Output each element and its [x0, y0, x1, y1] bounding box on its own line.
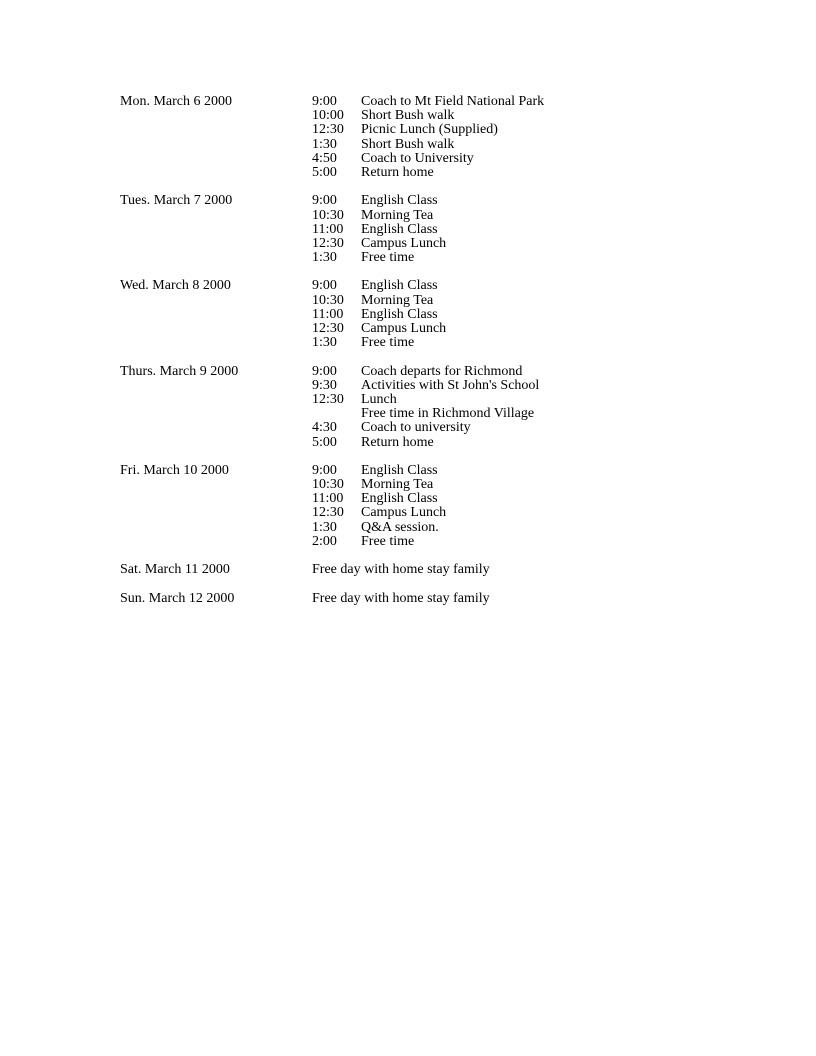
day-note: Free day with home stay family — [312, 590, 490, 606]
day-label: Tues. March 7 2000 — [120, 193, 233, 209]
event-row — [312, 223, 740, 237]
event-time: 4:50 — [312, 150, 337, 166]
event-time: 4:30 — [312, 420, 337, 436]
event-row — [312, 279, 740, 293]
event-time: 5:00 — [312, 434, 337, 450]
event-description: Return home — [361, 164, 434, 180]
event-description: Free time in Richmond Village — [361, 406, 535, 422]
event-description: Free time — [361, 533, 415, 549]
event-description: English Class — [361, 462, 438, 478]
event-row — [312, 95, 740, 109]
event-list — [312, 194, 740, 265]
event-time: 1:30 — [312, 335, 337, 351]
event-description: Morning Tea — [361, 477, 434, 493]
day-label: Sat. March 11 2000 — [120, 562, 230, 578]
day-label: Sun. March 12 2000 — [120, 590, 235, 606]
event-time: 12:30 — [312, 122, 344, 138]
event-description: Coach departs for Richmond — [361, 363, 523, 379]
event-time: 11:00 — [312, 221, 344, 237]
event-time: 9:00 — [312, 462, 337, 478]
event-description: Free time — [361, 335, 415, 351]
day-block — [120, 592, 740, 606]
event-row — [312, 251, 740, 265]
event-time: 10:30 — [312, 292, 344, 308]
event-description: Short Bush walk — [361, 136, 455, 152]
event-description: Coach to University — [361, 150, 474, 166]
event-description: Picnic Lunch (Supplied) — [361, 122, 498, 138]
day-block — [120, 365, 740, 450]
event-description: English Class — [361, 491, 438, 507]
event-description: Campus Lunch — [361, 321, 447, 336]
event-description: Lunch — [361, 391, 397, 407]
day-block — [120, 563, 740, 577]
event-time: 5:00 — [312, 164, 337, 180]
day-note: Free day with home stay family — [312, 562, 490, 578]
event-row — [312, 521, 740, 535]
event-list — [312, 563, 740, 577]
event-row — [312, 365, 740, 379]
event-time: 9:00 — [312, 363, 337, 379]
event-row — [312, 138, 740, 152]
event-row — [312, 436, 740, 450]
event-time: 9:30 — [312, 377, 337, 393]
event-time: 11:00 — [312, 491, 344, 507]
day-label: Fri. March 10 2000 — [120, 462, 229, 478]
event-row — [312, 535, 740, 549]
event-row — [312, 194, 740, 208]
event-row — [312, 379, 740, 393]
event-row — [312, 464, 740, 478]
event-time: 2:00 — [312, 533, 337, 549]
event-description: English Class — [361, 306, 438, 322]
event-list — [312, 592, 740, 606]
event-time: 10:30 — [312, 477, 344, 493]
event-time: 12:30 — [312, 505, 344, 521]
event-list — [312, 365, 740, 450]
event-time: 11:00 — [312, 306, 344, 322]
event-time: 1:30 — [312, 136, 337, 152]
event-row — [312, 109, 740, 123]
event-row — [312, 209, 740, 223]
day-block — [120, 279, 740, 350]
event-row — [312, 336, 740, 350]
event-row — [312, 237, 740, 251]
event-time: 12:30 — [312, 235, 344, 251]
event-time: 9:00 — [312, 278, 337, 294]
event-row — [312, 393, 740, 407]
event-description: Campus Lunch — [361, 505, 447, 521]
event-time: 12:30 — [312, 391, 344, 407]
event-time: 1:30 — [312, 250, 337, 266]
event-description: Free time — [361, 250, 415, 266]
event-row — [312, 294, 740, 308]
day-block — [120, 95, 740, 180]
event-time: 10:30 — [312, 207, 344, 223]
event-row — [312, 123, 740, 137]
event-row — [312, 152, 740, 166]
event-description: Campus Lunch — [361, 235, 447, 251]
event-row — [312, 492, 740, 506]
event-row — [312, 322, 740, 336]
event-time: 1:30 — [312, 519, 337, 535]
event-list — [312, 95, 740, 180]
event-list — [312, 279, 740, 350]
day-block — [120, 464, 740, 549]
event-time: 9:00 — [312, 193, 337, 209]
event-description: English Class — [361, 278, 438, 294]
event-row — [312, 166, 740, 180]
event-row — [312, 478, 740, 492]
schedule — [120, 95, 740, 620]
event-row — [312, 506, 740, 520]
day-label: Mon. March 6 2000 — [120, 94, 232, 109]
event-description: Q&A session. — [361, 519, 439, 535]
event-description: Short Bush walk — [361, 108, 455, 124]
event-row — [312, 407, 740, 421]
event-list — [312, 464, 740, 549]
event-time: 12:30 — [312, 321, 344, 336]
event-row — [312, 308, 740, 322]
event-time: 10:00 — [312, 108, 344, 124]
event-description: Coach to university — [361, 420, 471, 436]
event-row — [312, 421, 740, 435]
event-description: English Class — [361, 193, 438, 209]
event-description: Morning Tea — [361, 292, 434, 308]
event-description: English Class — [361, 221, 438, 237]
event-time — [312, 407, 361, 421]
event-time: 9:00 — [312, 94, 337, 109]
event-description: Return home — [361, 434, 434, 450]
day-label: Thurs. March 9 2000 — [120, 363, 239, 379]
day-block — [120, 194, 740, 265]
event-description: Morning Tea — [361, 207, 434, 223]
day-label: Wed. March 8 2000 — [120, 278, 231, 294]
event-description: Coach to Mt Field National Park — [361, 94, 545, 109]
event-description: Activities with St John's School — [361, 377, 540, 393]
